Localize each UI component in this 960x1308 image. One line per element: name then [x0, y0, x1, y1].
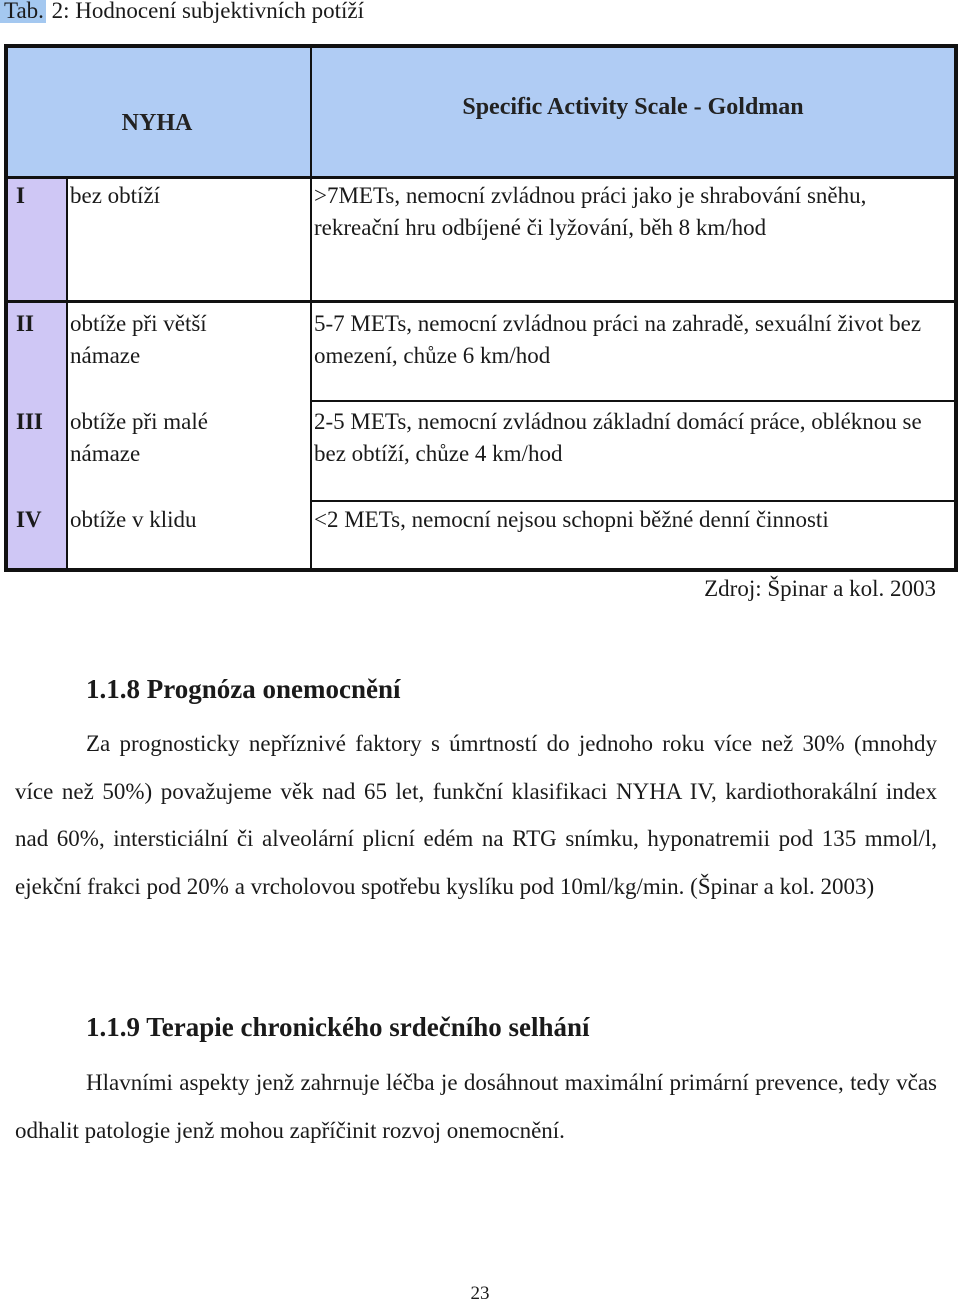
- row-class-1: I: [16, 183, 25, 208]
- row-goldman-3: 2-5 METs, nemocní zvládnou základní domácí práce, obléknou se bez obtíží, chůze 4 km/hod: [314, 409, 922, 466]
- table-source: Zdroj: Špinar a kol. 2003: [704, 576, 936, 601]
- caption-text: 2: Hodnocení subjektivních potíží: [51, 0, 365, 23]
- row-nyha-4: obtíže v klidu: [70, 507, 197, 532]
- page-number: 23: [470, 1283, 490, 1304]
- row-nyha-2: obtíže při větší námaze: [70, 311, 207, 368]
- section-body-prognoza: Za prognosticky nepříznivé faktory s úmrtností do jednoho roku více než 30% (mnohdy více než 50%) považujeme věk nad 65 let, funkční klasifikaci NYHA IV, kardiothorakální index nad 60%, intersticiální či alveolární plicní edém na RTG snímku, hyponatremii pod 135 mmol/l, ejekční frakci pod 20% a vrcholovou spotřebu kyslíku pod 10ml/kg/min. (Špinar a kol. 2003): [15, 731, 937, 899]
- header-row-divider: [4, 176, 958, 179]
- row-nyha-3: obtíže při malé námaze: [70, 409, 208, 466]
- header-goldman: Specific Activity Scale - Goldman: [462, 94, 804, 120]
- main-column-divider: [310, 44, 312, 572]
- class-column-divider: [66, 176, 68, 572]
- section-body-terapie: Hlavními aspekty jenž zahrnuje léčba je dosáhnout maximální primární prevence, tedy včas odhalit patologie jenž mohou zapříčinit rozvoj onemocnění.: [15, 1070, 937, 1143]
- row-class-2: II: [16, 311, 34, 336]
- section-heading-prognoza: 1.1.8 Prognóza onemocnění: [86, 674, 401, 704]
- row-goldman-1: >7METs, nemocní zvládnou práci jako je shrabování sněhu, rekreační hru odbíjené či lyžování, běh 8 km/hod: [314, 183, 867, 240]
- section-heading-terapie: 1.1.9 Terapie chronického srdečního selhání: [86, 1012, 590, 1042]
- row-divider-2: [310, 400, 958, 402]
- row-class-4: IV: [16, 507, 42, 532]
- row-divider-1: [4, 300, 958, 303]
- table-border-right: [954, 44, 958, 572]
- nyha-goldman-table: [4, 44, 958, 572]
- caption-tab-label: Tab.: [0, 0, 46, 23]
- row-goldman-2: 5-7 METs, nemocní zvládnou práci na zahradě, sexuální život bez omezení, chůze 6 km/hod: [314, 311, 922, 368]
- row-goldman-4: <2 METs, nemocní nejsou schopni běžné denní činnosti: [314, 507, 829, 532]
- table-border-top: [4, 44, 958, 48]
- header-nyha: NYHA: [121, 110, 193, 136]
- row-divider-3: [310, 500, 958, 502]
- row-nyha-1: bez obtíží: [70, 183, 161, 208]
- row-class-3: III: [16, 409, 43, 434]
- table-caption: [0, 0, 364, 28]
